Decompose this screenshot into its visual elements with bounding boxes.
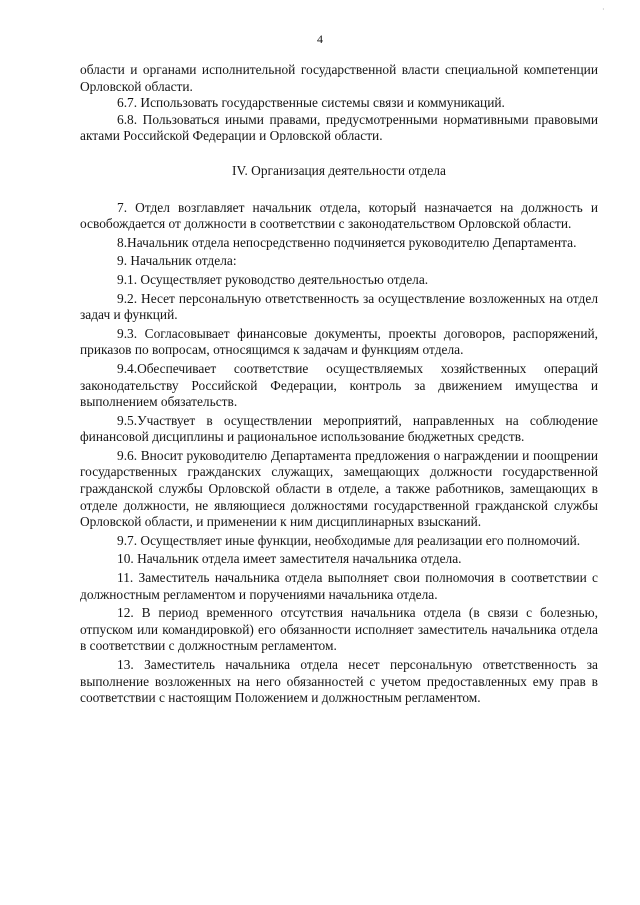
section-heading: IV. Организация деятельности отдела — [232, 162, 446, 178]
document-body — [80, 62, 598, 707]
paragraph-8: 8.Начальник отдела непосредственно подчиняется руководителю Департамента. — [117, 234, 577, 250]
paragraph-9-5: 9.5.Участвует в осуществлении мероприятий, направленных на соблюдение финансовой дисциплины и рациональное использование бюджетных средств. — [80, 412, 598, 445]
page-number: 4 — [317, 32, 323, 46]
paragraph-continuation: области и органами исполнительной государственной власти специальной компетенции Орловской области. — [80, 62, 598, 94]
paragraph-10: 10. Начальник отдела имеет заместителя начальника отдела. — [117, 551, 462, 567]
paragraph-12: 12. В период временного отсутствия начальника отдела (в связи с болезнью, отпуском или командировкой) его обязанности исполняет заместитель начальника отдела в соответствии с должностным регламентом. — [80, 605, 598, 654]
paragraph-9-4: 9.4.Обеспечивает соответствие осуществляемых хозяйственных операций законодательству Российской Федерации, контроль за движением имущества и выполнением обязательств. — [80, 360, 598, 410]
paragraph-9-3: 9.3. Согласовывает финансовые документы, проекты договоров, распоряжений, приказов по вопросам, относящимся к задачам и функциям отдела. — [80, 325, 598, 358]
paragraph-9-1: 9.1. Осуществляет руководство деятельностью отдела. — [117, 271, 429, 287]
scan-corner-mark: · — [602, 5, 605, 14]
paragraph-6-7: 6.7. Использовать государственные системы связи и коммуникаций. — [117, 95, 505, 111]
paragraph-7: 7. Отдел возглавляет начальник отдела, который назначается на должность и освобождается от должности в соответствии с законодательством Орловской области. — [80, 199, 598, 232]
paragraph-9-2: 9.2. Несет персональную ответственность за осуществление возложенных на отдел задач и функций. — [80, 290, 598, 323]
paragraph-9: 9. Начальник отдела: — [117, 253, 237, 269]
paragraph-13: 13. Заместитель начальника отдела несет персональную ответственность за выполнение возложенных на него обязанностей с учетом предоставленных ему прав в соответствии с настоящим Положением и должностным регламентом. — [80, 657, 598, 706]
paragraph-9-6: 9.6. Вносит руководителю Департамента предложения о награждении и поощрении государственных гражданских служащих, замещающих должности государственной гражданской службы Орловской области в отделе, а также работников, замещающих в отделе должности, не являющиеся должностями государственной гражданской службы Орловской области, и применении к ним дисциплинарных взысканий. — [80, 447, 598, 530]
paragraph-6-8: 6.8. Пользоваться иными правами, предусмотренными нормативными правовыми актами Российской Федерации и Орловской области. — [80, 111, 598, 144]
paragraph-9-7: 9.7. Осуществляет иные функции, необходимые для реализации его полномочий. — [117, 532, 581, 548]
paragraph-11: 11. Заместитель начальника отдела выполняет свои полномочия в соответствии с должностным регламентом и поручениями начальника отдела. — [80, 570, 598, 602]
